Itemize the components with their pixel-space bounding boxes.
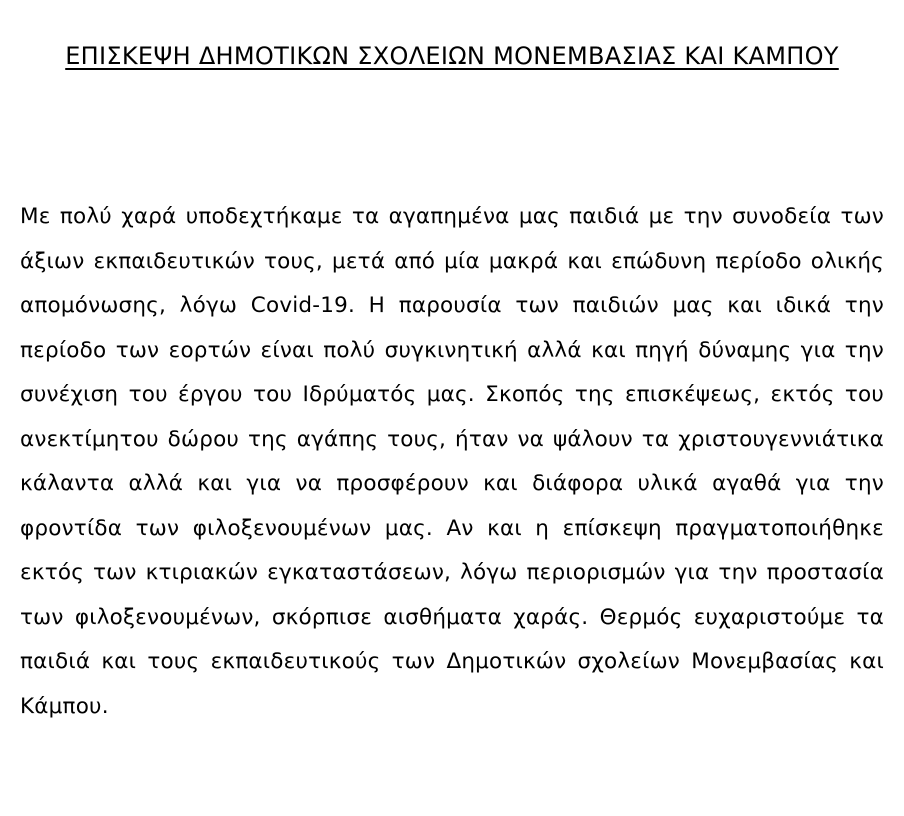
document-title: ΕΠΙΣΚΕΨΗ ΔΗΜΟΤΙΚΩΝ ΣΧΟΛΕΙΩΝ ΜΟΝΕΜΒΑΣΙΑΣ ΚΑΙ ΚΑΜΠΟΥ <box>65 42 839 70</box>
document-body-paragraph: Με πολύ χαρά υποδεχτήκαμε τα αγαπημένα μας παιδιά με την συνοδεία των άξιων εκπαιδευτικών τους, μετά από μία μακρά και επώδυνη περίοδο ολικής απομόνωσης, λόγω Covid-19. Η παρουσία των παιδιών μας και ιδικά την περίοδο των εορτών είναι πολύ συγκινητική αλλά και πηγή δύναμης για την συνέχιση του έργου του Ιδρύματός μας. Σκοπός της επισκέψεως, εκτός του ανεκτίμητου δώρου της αγάπης τους, ήταν να ψάλουν τα χριστουγεννιάτικα κάλαντα αλλά και για να προσφέρουν και διάφορα υλικά αγαθά για την φροντίδα των φιλοξενουμένων μας. Αν και η επίσκεψη πραγματοποιήθηκε εκτός των κτιριακών εγκαταστάσεων, λόγω περιορισμών για την προστασία των φιλοξενουμένων, σκόρπισε αισθήματα χαράς. Θερμός ευχαριστούμε τα παιδιά και τους εκπαιδευτικούς των Δημοτικών σχολείων Μονεμβασίας και Κάμπου. <box>20 204 884 719</box>
